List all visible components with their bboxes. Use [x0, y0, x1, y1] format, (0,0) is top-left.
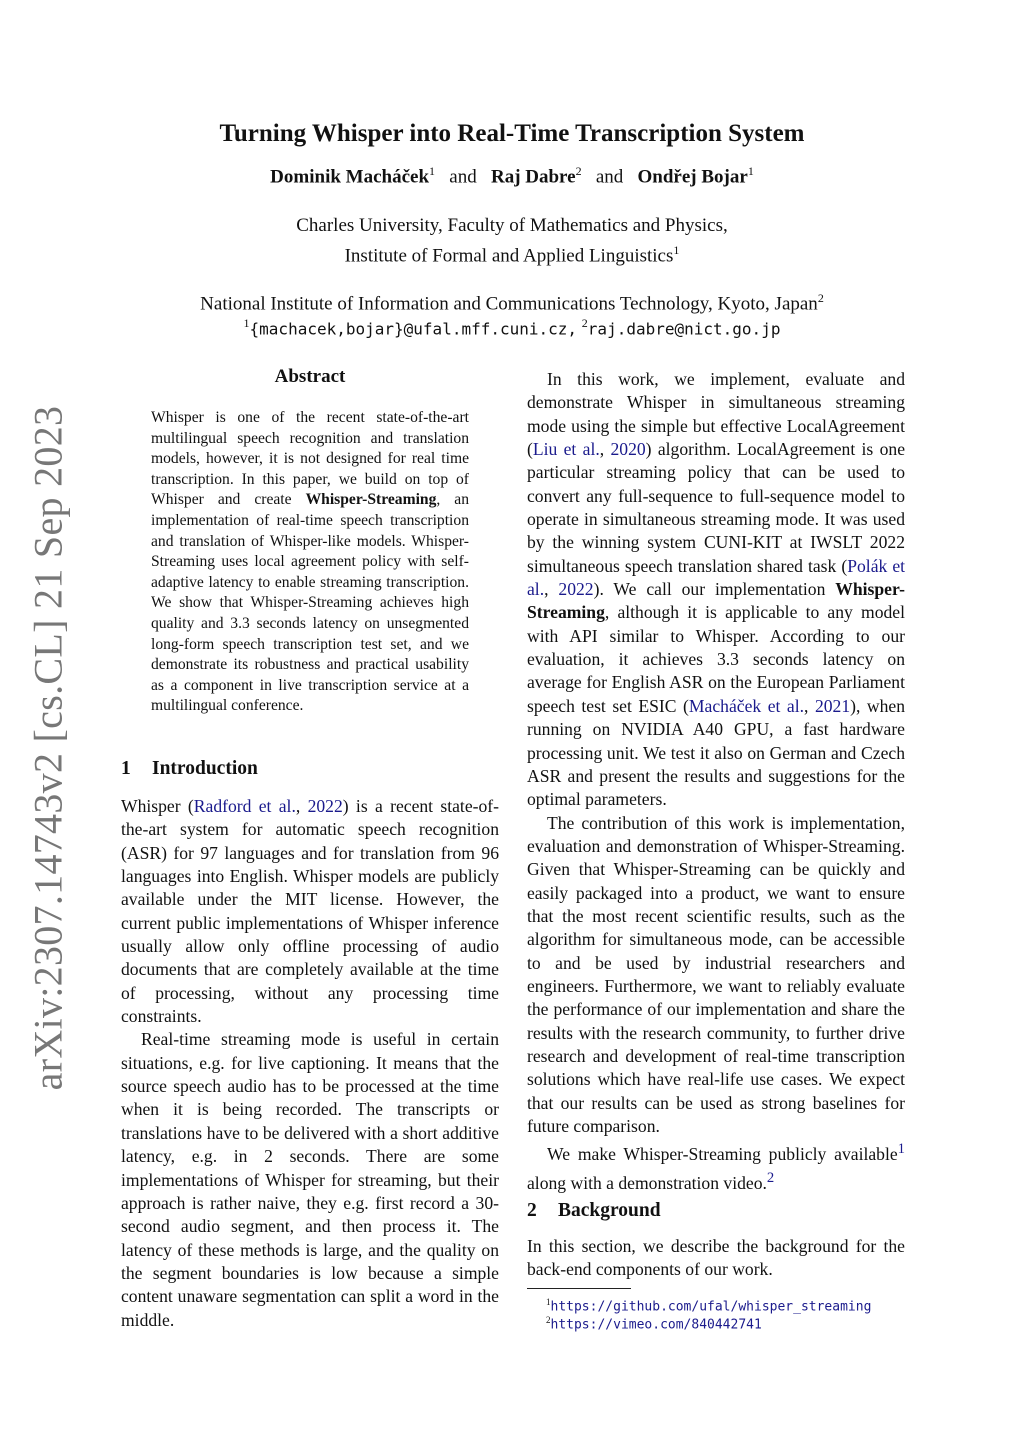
abstract-heading: Abstract — [274, 366, 346, 387]
author-affil-marker: 2 — [575, 164, 582, 178]
citation-year-link[interactable]: 2020 — [610, 439, 646, 460]
footnote-divider — [527, 1288, 631, 1289]
author-line — [0, 164, 1024, 188]
paragraph: In this section, we describe the background for the back-end components of our work. — [527, 1236, 905, 1280]
author-affil-marker: 1 — [747, 164, 754, 178]
abstract-body: Whisper is one of the recent state-of-the-art multilingual speech recognition and translation models, however, it is not designed for real time transcription. In this paper, we build on top of Whisper and create Whisper-Streaming, an implementation of real-time speech transcription and translation of Whisper-like models. Whisper-Streaming uses local agreement policy with self-adaptive latency to enable streaming transcription. We show that Whisper-Streaming achieves high quality and 3.3 seconds latency on unsegmented long-form speech transcription test set, and we demonstrate its robustness and practical usability as a component in live transcription service at a multilingual conference. — [151, 409, 470, 715]
author-name: Raj Dabre — [490, 166, 576, 188]
background-body — [527, 1235, 905, 1282]
abstract-bold-term: Whisper-Streaming — [305, 491, 437, 509]
citation-link[interactable]: Liu et al. — [532, 439, 600, 460]
paragraph: Whisper (Radford et al., 2022) is a recent state-of-the-art system for automatic speech recognition (ASR) for 97 languages and for translation from 96 languages into English. Whisper models are publicly available under the MIT license. However, the current public implementations of Whisper inference usually allow only offline processing of audio documents that are completely available at the time of processing, without any processing time constraints. — [121, 796, 499, 1027]
footnote-1: $^1$https://github.com/ufal/whisper_streaming — [546, 1297, 872, 1315]
citation-year-link[interactable]: 2022 — [307, 796, 343, 816]
citation-link[interactable]: Macháček et al. — [688, 695, 805, 716]
affiliation-line: Charles University, Faculty of Mathematics and Physics, — [296, 215, 728, 236]
arxiv-identifier: arXiv:2307.14743v2 [cs.CL] 21 Sep 2023 — [25, 405, 71, 1091]
citation-link[interactable]: Polák et al. — [527, 555, 906, 600]
paper-title: Turning Whisper into Real-Time Transcription System — [219, 120, 805, 147]
paragraph: We make Whisper-Streaming publicly available$^1$ along with a demonstration video.$^2$ — [527, 1141, 905, 1193]
author-name: Ondřej Bojar — [637, 166, 748, 188]
footnote-link[interactable]: https://github.com/ufal/whisper_streaming — [550, 1299, 872, 1315]
section-heading-background: 2 Background — [527, 1200, 661, 1221]
affiliation-1 — [0, 214, 1024, 268]
affiliation-line: Institute of Formal and Applied Linguistics$^1$ — [344, 243, 680, 267]
right-column-body — [527, 368, 905, 1195]
email-line: $^1${machacek,bojar}@ufal.mff.cuni.cz, $^2$raj.dabre@nict.go.jp — [243, 316, 781, 339]
section-heading-introduction: 1 Introduction — [121, 758, 258, 779]
footnote-marker[interactable]: 2 — [766, 1169, 775, 1186]
email-address[interactable]: raj.dabre@nict.go.jp — [587, 319, 781, 339]
affiliation-2: National Institute of Information and Communications Technology, Kyoto, Japan$^2$ — [200, 291, 824, 315]
footnote-link[interactable]: https://vimeo.com/840442741 — [550, 1317, 762, 1333]
paragraph: Real-time streaming mode is useful in certain situations, e.g. for live captioning. It means that the source speech audio has to be processed at the time when it is being recorded. The transcripts or translations have to be delivered with a short additive latency, e.g. in 2 seconds. There are some implementations of Whisper for streaming, but their approach is rather naive, they e.g. first record a 30-second audio segment, and then process it. The latency of these methods is large, and the quality on the segment boundaries is low because a simple content unaware segmentation can split a word in the middle. — [121, 1029, 499, 1330]
paragraph: The contribution of this work is implementation, evaluation and demonstration of Whisper-Streaming. Given that Whisper-Streaming can be quickly and easily packaged into a product, we want to ensure that the most recent scientific results, such as the algorithm for simultaneous mode, can be accessible to and be used by industrial researchers and engineers. Furthermore, we want to reliably evaluate the performance of our implementation and share the results with the research community, to further drive research and development of real-time transcription solutions which have real-life use cases. We expect that our results can be used as strong baselines for future comparison. — [527, 812, 905, 1136]
author-affil-marker: 1 — [429, 164, 436, 178]
author-separator: and — [595, 166, 624, 188]
footnote-2: $^2$https://vimeo.com/840442741 — [546, 1315, 762, 1333]
author-separator: and — [449, 166, 477, 188]
citation-link[interactable]: Radford et al. — [193, 796, 296, 816]
footnote-marker[interactable]: 1 — [897, 1141, 905, 1158]
author-name: Dominik Macháček — [270, 166, 430, 188]
citation-year-link[interactable]: 2022 — [558, 579, 594, 600]
paragraph: In this work, we implement, evaluate and demonstrate Whisper in simultaneous streaming mode using the simple but effective LocalAgreement (Liu et al., 2020) algorithm. LocalAgreement is one particular streaming policy that can be used to convert any full-sequence to full-sequence model to operate in simultaneous streaming mode. It was used by the winning system CUNI-KIT at IWSLT 2022 simultaneous speech translation shared task (Polák et al., 2022). We call our implementation Whisper-Streaming, although it is applicable to any model with API similar to Whisper. According to our evaluation, it achieves 3.3 seconds latency on average for English ASR on the European Parliament speech test set ESIC (Macháček et al., 2021), when running on NVIDIA A40 GPU, a fast hardware processing unit. We test it also on German and Czech ASR and present the results and suggestions for the optimal parameters. — [527, 369, 906, 810]
email-address[interactable]: {machacek,bojar}@ufal.mff.cuni.cz, — [249, 319, 578, 339]
citation-year-link[interactable]: 2021 — [814, 695, 851, 716]
arxiv-sidebar — [6, 405, 90, 1091]
introduction-body — [121, 795, 499, 1332]
